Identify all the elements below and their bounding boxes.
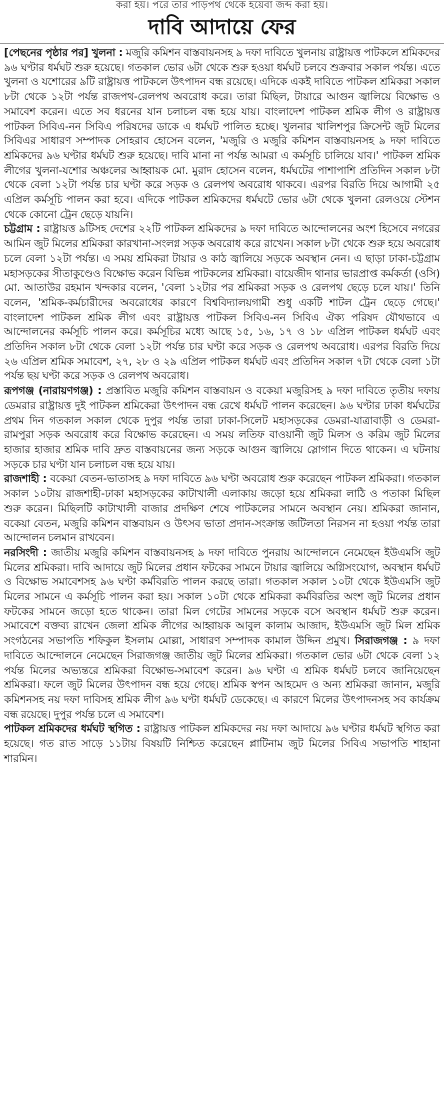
paragraph-chattogram xyxy=(4,222,440,384)
subhead-strike-suspended: পাটকল শ্রমিকদের ধর্মঘট স্থগিত : xyxy=(4,723,141,736)
paragraph-text: প্রস্তাবিত মজুরি কমিশন বাস্তবায়ন ও বকেয়া মজুরিসহ ৯ দফা দাবিতে তৃতীয় দফায় ডেমরার রাষ্ট্রায়ত্ত দুই পাটকল শ্রমিকেরা উৎপাদন বন্ধ রেখে ধর্মঘট পালন করেছেন। ৯৬ ঘণ্টার ঢাকা ধর্মঘটের প্রথম দিন গতকাল সকাল থেকে দুপুর পর্যন্ত তারা ঢাকা-সিলেট মহাসড়কের ডেমরা-যাত্রাবাড়ী ও ডেমরা-রামপুরা সড়ক অবরোধ করে বিক্ষোভ করেছেন। এ সময় লতিফ বাওয়ানী জুট মিলস ও করিম জুট মিলের হাজার হাজার শ্রমিক দাবি দ্রুত বাস্তবায়নের জন্য সড়কে আগুন জ্বালিয়ে স্লোগান দিতে থাকেন। এ ঘটনায় সড়কে চার ঘণ্টা যান চলাচল বন্ধ হয়ে যায়। xyxy=(4,385,440,471)
paragraph-rupganj xyxy=(4,384,440,472)
paragraph-khulna xyxy=(4,46,440,222)
dateline-rupganj: রূপগঞ্জ (নারায়ণগঞ্জ) : xyxy=(4,385,102,398)
article-body xyxy=(0,44,444,766)
paragraph-text: ৯ দফা দাবিতে আন্দোলনে নেমেছেন সিরাজগঞ্জ জাতীয় জুট মিলের শ্রমিকরা। গতকাল ভোর ৬টা থেকে বেলা ১২ পর্যন্ত মিলের অভ্যন্তরে শ্রমিকরা বিক্ষোভ-সমাবেশ করেন। ৯৬ ঘণ্টা এ শ্রমিক ধর্মঘট চলবে জানিয়েছেন শ্রমিকরা। ফলে জুট মিলের উৎপাদন বন্ধ হয়ে গেছে। শ্রমিক স্বপন আহমেদ ও অন্য শ্রমিকরা জানান, মজুরি কমিশনসহ নয় দফা দাবিসহ শ্রমিক লীগ ৯৬ ঘণ্টা ধর্মঘট ডেকেছে। এ কারণে মিলের উৎপাদনসহ সব কার্যক্রম বন্ধ রয়েছে। দুপুর পর্যন্ত চলে এ সমাবেশ। xyxy=(4,635,440,721)
paragraph-rajshahi xyxy=(4,472,440,546)
previous-article-fragment: করা হয়। পরে তার পাড়পথ থেকে হয়েবা জব্দ করা হয়। xyxy=(115,0,329,11)
dateline-rajshahi: রাজশাহী : xyxy=(4,473,47,486)
paragraph-text: জাতীয় মজুরি কমিশন বাস্তবায়নসহ ৯ দফা দাবিতে পুনরায় আন্দোলনে নেমেছেন ইউএমসি জুট মিলের শ্রমিকরা। দাবি আদায়ে জুট মিলের প্রধান ফটকের সামনে টায়ার জ্বালিয়ে অগ্নিসংযোগ, অবস্থান ধর্মঘট ও বিক্ষোভ সমাবেশসহ ৯৬ ঘণ্টা কর্মবিরতি পালন করছে তারা। গতকাল সকাল ১০টা থেকে ইউএমসি জুট মিলের সামনে এ কর্মসূচি পালন করা হয়। সকাল ১০টা থেকে শ্রমিকরা কর্মবিরতির অংশ জুট মিলের প্রধান ফটকের সামনে জড়ো হতে থাকেন। তারা মিল গেটের সামনের সড়কে বসে অবস্থান ধর্মঘট শুরু করেন। সমাবেশে বক্তব্য রাখেন জেলা শ্রমিক লীগের আহ্বায়ক আবুল কালাম আজাদ, ইউএমসি জুট মিল শ্রমিক সংগঠনের সভাপতি শফিকুল ইসলাম মোল্লা, সাধারণ সম্পাদক কামাল উদ্দিন প্রমুখ। xyxy=(4,546,440,648)
headline: দাবি আদায়ে ফের xyxy=(0,12,444,44)
paragraph-text: রাষ্ট্রায়ত্ত ৯টিসহ দেশের ২২টি পাটকল শ্রমিকদের ৯ দফা দাবিতে আন্দোলনের অংশ হিসেবে নগরের আমিন জুট মিলের শ্রমিকরা কারখানা-সংলগ্ন সড়ক অবরোধ করে রাখেন। সকাল ৮টা থেকে শুরু হয়ে অবরোধ চলে বেলা ১২টা পর্যন্ত। এ সময় শ্রমিকরা টায়ার ও কাঠ জ্বালিয়ে সড়কে অবস্থান নেন। এ ছাড়া ঢাকা-চট্টগ্রাম মহাসড়কের সীতাকুণ্ডেও বিক্ষোভ করেন বিভিন্ন পাটকলের শ্রমিকরা। বায়েজীদ থানার ভারপ্রাপ্ত কর্মকর্তা (ওসি) মো. আতাউর রহমান খন্দকার বলেন, 'বেলা ১২টার পর শ্রমিকরা সড়ক ও রেলপথ ছেড়ে চলে যায়।' তিনি বলেন, 'শ্রমিক-কর্মচারীদের অবরোধের কারণে বিশ্ববিদ্যালয়গামী শুধু একটি শাটল ট্রেন ছেড়ে গেছে।' বাংলাদেশ পাটকল শ্রমিক লীগ এবং রাষ্ট্রায়ত্ত পাটকল সিবিএ-নন সিবিএ ঐক্য পরিষদ যৌথভাবে এ আন্দোলনের কর্মসূচি পালন করে। কর্মসূচির মধ্যে আছে ১৫, ১৬, ১৭ ও ১৮ এপ্রিল পাটকল ধর্মঘট এবং প্রতিদিন সকাল ৮টা থেকে বেলা ১২টা পর্যন্ত চার ঘণ্টা করে সড়ক ও রেলপথ অবরোধ। এরপর বিরতি দিয়ে ২৬ এপ্রিল শ্রমিক সমাবেশ, ২৭, ২৮ ও ২৯ এপ্রিল পাটকল ধর্মঘট এবং প্রতিদিন সকাল ৭টা থেকে বেলা ১টা পর্যন্ত ছয় ঘণ্টা করে সড়ক ও রেলপথ অবরোধ। xyxy=(4,223,440,383)
dateline-khulna: [পেছনের পৃষ্ঠার পর] খুলনা : xyxy=(4,47,123,59)
paragraph-text: রাষ্ট্রায়ত্ত পাটকল শ্রমিকদের নয় দফা আদায়ে ৯৬ ঘণ্টার ধর্মঘট স্থগিত করা হয়েছে। গত রাত সাড়ে ১১টায় বিষয়টি নিশ্চিত করেছেন প্লাটিনাম জুট মিলের সিবিএ সভাপতি শাহানা শারমিন। xyxy=(4,723,440,765)
dateline-chattogram: চট্টগ্রাম : xyxy=(4,223,41,236)
paragraph-strike-suspended xyxy=(4,722,440,766)
dateline-narsingdi: নরসিংদী : xyxy=(4,546,47,559)
paragraph-text: মজুরি কমিশন বাস্তবায়নসহ ৯ দফা দাবিতে খুলনায় রাষ্ট্রায়ত্ত পাটকলে শ্রমিকদের ৯৬ ঘণ্টার ধর্মঘট শুরু হয়েছে। গতকাল ভোর ৬টা থেকে শুরু হওয়া ধর্মঘট চলবে শুক্রবার সকাল পর্যন্ত। এতে খুলনা ও যশোরের ৯টি রাষ্ট্রায়ত্ত পাটকলে উৎপাদন বন্ধ রয়েছে। এদিকে একই দাবিতে পাটকল শ্রমিকরা সকাল ৮টা থেকে ১২টা পর্যন্ত রাজপথ-রেলপথ অবরোধ করে। তারা মিছিল, টায়ারে আগুন জ্বালিয়ে বিক্ষোভ ও সমাবেশ করেন। এতে সব ধরনের যান চলাচল বন্ধ হয়ে যায়। বাংলাদেশ পাটকল শ্রমিক লীগ ও রাষ্ট্রায়ত্ত পাটকল সিবিএ-নন সিবিএ পরিষদের ডাকে এ ধর্মঘট পালিত হচ্ছে। খুলনার খালিশপুর ক্রিসেন্ট জুট মিলের সিবিএর সাধারণ সম্পাদক সোহরাব হোসেন বলেন, 'মজুরি ও মজুরি কমিশন বাস্তবায়নসহ ৯ দফা দাবিতে শ্রমিকদের ৯৬ ঘণ্টার ধর্মঘট শুরু হয়েছে। দাবি মানা না পর্যন্ত আমরা এ কর্মসূচি চালিয়ে যাব।' পাটকল শ্রমিক লীগের খুলনা-যশোর অঞ্চলের আহ্বায়ক মো. মুরাদ হোসেন বলেন, ধর্মঘটের পাশাপাশি প্রতিদিন সকাল ৮টা থেকে বেলা ১২টা পর্যন্ত চার ঘণ্টা করে সড়ক ও রেলপথ অবরোধ থাকবে। এরপর বিরতি দিয়ে আগামী ২৫ এপ্রিল কর্মসূচি পালন করা হবে। এদিকে পাটকল শ্রমিকদের ধর্মঘটে ভোর ৬টা থেকে খুলনা রেলওয়ে স্টেশন থেকে কোনো ট্রেন ছেড়ে যায়নি। xyxy=(4,47,440,221)
dateline-sirajganj: সিরাজগঞ্জ : xyxy=(354,635,408,648)
paragraph-narsingdi xyxy=(4,546,440,722)
paragraph-text: বকেয়া বেতন-ভাতাসহ ৯ দফা দাবিতে ৯৬ ঘণ্টা অবরোধ শুরু করেছেন পাটকল শ্রমিকরা। গতকাল সকাল ১০টায় রাজশাহী-ঢাকা মহাসড়কের কাটাখালী এলাকায় জড়ো হয়ে শ্রমিকরা লাঠি ও পতাকা মিছিল শুরু করেন। মিছিলটি কাটাখালী বাজার প্রদক্ষিণ শেষে পাটকলের সামনে অবস্থান নেয়। শ্রমিকরা জানান, বকেয়া বেতন, মজুরি কমিশন বাস্তবায়ন ও উৎসব ভাতা প্রদান-সংক্রান্ত জটিলতা নিরসন না হওয়া পর্যন্ত তারা আন্দোলন চলমান রাখবেন। xyxy=(4,473,440,545)
